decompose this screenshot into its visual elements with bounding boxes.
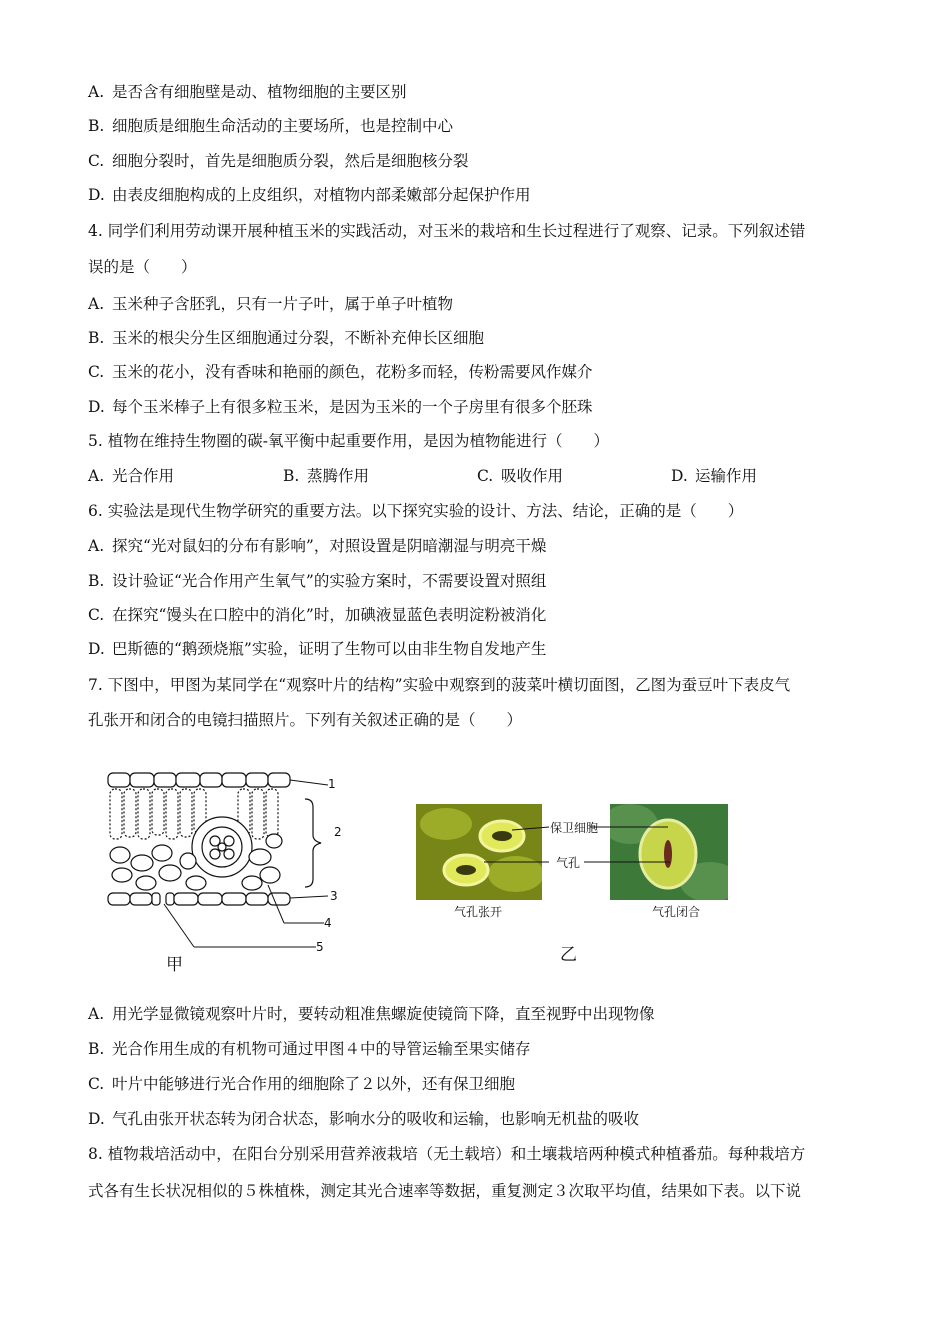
guard-cell-label: 保卫细胞 (550, 821, 599, 835)
q3-option-d: D. 由表皮细胞构成的上皮组织，对植物内部柔嫩部分起保护作用 (88, 186, 531, 204)
lower-epidermis (108, 893, 290, 905)
stoma-label: 气孔 (556, 856, 581, 870)
label-3: 3 (330, 889, 338, 903)
label-4: 4 (324, 916, 332, 930)
palisade-layer (110, 789, 278, 839)
upper-epidermis (108, 773, 290, 787)
q7-option-b: B. 光合作用生成的有机物可通过甲图４中的导管运输至果实储存 (88, 1040, 531, 1058)
q4-option-b: B. 玉米的根尖分生区细胞通过分裂，不断补充伸长区细胞 (88, 329, 485, 347)
q6-option-b: B. 设计验证“光合作用产生氧气”的实验方案时，不需要设置对照组 (88, 572, 547, 590)
q3-option-a: A. 是否含有细胞壁是动、植物细胞的主要区别 (88, 83, 407, 101)
q5-option-a: A. 光合作用 (88, 467, 175, 485)
q4-option-a: A. 玉米种子含胚乳，只有一片子叶，属于单子叶植物 (88, 295, 454, 313)
q6-stem: 6. 实验法是现代生物学研究的重要方法。以下探究实验的设计、方法、结论，正确的是（ ） (88, 502, 744, 520)
q8-stem-line2: 式各有生长状况相似的５株植株，测定其光合速率等数据，重复测定３次取平均值，结果如下表。以下说 (88, 1182, 802, 1200)
q6-option-d: D. 巴斯德的“鹅颈烧瓶”实验，证明了生物可以由非生物自发地产生 (88, 640, 547, 658)
q7-stem-line2: 孔张开和闭合的电镜扫描照片。下列有关叙述正确的是（ ） (88, 711, 523, 729)
label-1: 1 (328, 777, 336, 791)
q7-stem-line1: 7. 下图中，甲图为某同学在“观察叶片的结构”实验中观察到的菠菜叶横切面图，乙图为蚕豆叶下表皮气 (88, 676, 791, 694)
q4-option-c: C. 玉米的花小，没有香味和艳丽的颜色，花粉多而轻，传粉需要风作媒介 (88, 363, 593, 381)
stomata-figure (414, 800, 734, 970)
q7-option-c: C. 叶片中能够进行光合作用的细胞除了２以外，还有保卫细胞 (88, 1075, 516, 1093)
leaf-cross-section-drawing (100, 765, 340, 975)
label-5: 5 (316, 940, 324, 954)
q5-option-b: B. 蒸腾作用 (283, 467, 370, 485)
q8-stem-line1: 8. 植物栽培活动中，在阳台分别采用营养液栽培（无土载培）和土壤栽培两种模式种植番茄。每种栽培方 (88, 1145, 806, 1163)
q5-stem: 5. 植物在维持生物圈的碳-氧平衡中起重要作用，是因为植物能进行（ ） (88, 432, 609, 450)
figure-jia-caption: 甲 (166, 955, 183, 975)
q5-option-c: C. 吸收作用 (477, 467, 564, 485)
q7-option-a: A. 用光学显微镜观察叶片时，要转动粗准焦螺旋使镜筒下降，直至视野中出现物像 (88, 1005, 655, 1023)
q6-option-a: A. 探究“光对鼠妇的分布有影响”，对照设置是阴暗潮湿与明亮干燥 (88, 537, 547, 555)
stoma-open-caption: 气孔张开 (454, 905, 503, 919)
leaf-cross-section-figure (100, 765, 340, 975)
q4-option-d: D. 每个玉米棒子上有很多粒玉米，是因为玉米的一个子房里有很多个胚珠 (88, 398, 593, 416)
bracket-2 (305, 799, 321, 887)
q4-stem-line1: 4. 同学们利用劳动课开展种植玉米的实践活动，对玉米的栽培和生长过程进行了观察、记录。下列叙述错 (88, 222, 806, 240)
q3-option-b: B. 细胞质是细胞生命活动的主要场所，也是控制中心 (88, 117, 454, 135)
vein-bundle (192, 817, 252, 877)
label-2: 2 (334, 825, 342, 839)
q5-option-d: D. 运输作用 (671, 467, 758, 485)
q7-option-d: D. 气孔由张开状态转为闭合状态，影响水分的吸收和运输，也影响无机盐的吸收 (88, 1110, 640, 1128)
q4-stem-line2: 误的是（ ） (88, 258, 197, 276)
q3-option-c: C. 细胞分裂时，首先是细胞质分裂，然后是细胞核分裂 (88, 152, 469, 170)
stoma-closed-caption: 气孔闭合 (652, 905, 701, 919)
figure-yi-caption: 乙 (560, 945, 577, 965)
q6-option-c: C. 在探究“馒头在口腔中的消化”时，加碘液显蓝色表明淀粉被消化 (88, 606, 547, 624)
